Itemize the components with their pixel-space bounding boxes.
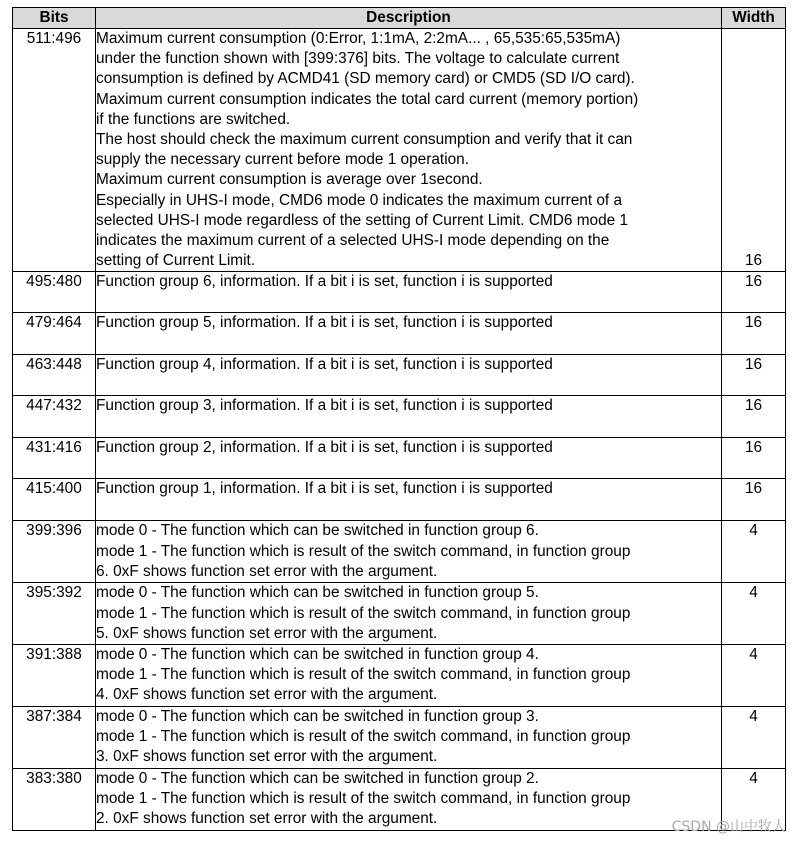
header-description: Description: [96, 8, 722, 29]
table-row: [13, 313, 786, 355]
description-line: setting of Current Limit.: [96, 252, 256, 270]
bits-cell: 511:496: [13, 29, 96, 272]
description-line: 2. 0xF shows function set error with the argument.: [96, 810, 438, 828]
table-row: [13, 645, 786, 707]
description-line: Maximum current consumption is average over 1second.: [96, 171, 483, 189]
description-cell: [96, 272, 722, 313]
description-cell: [96, 707, 722, 769]
width-cell: 16: [722, 313, 786, 355]
width-cell: 4: [722, 583, 786, 645]
description-cell: [96, 396, 722, 438]
bits-cell: 415:400: [13, 479, 96, 521]
width-cell: 16: [722, 272, 786, 313]
description-line: if the functions are switched.: [96, 110, 291, 128]
description-line: 5. 0xF shows function set error with the argument.: [96, 624, 438, 642]
description-line: mode 1 - The function which is result of the switch command, in function group: [96, 728, 631, 746]
description-line: mode 1 - The function which is result of the switch command, in function group: [96, 604, 631, 622]
header-row: [13, 8, 786, 29]
description-line: mode 0 - The function which can be switched in function group 3.: [96, 708, 539, 726]
table-row: [13, 272, 786, 313]
description-cell: [96, 355, 722, 396]
description-line: indicates the maximum current of a selected UHS-I mode depending on the: [96, 232, 610, 250]
width-cell: 4: [722, 521, 786, 583]
table-row: [13, 479, 786, 521]
table-row: [13, 521, 786, 583]
header-bits: Bits: [13, 8, 96, 29]
bits-cell: 391:388: [13, 645, 96, 707]
width-cell: 16: [722, 29, 786, 272]
description-line: mode 0 - The function which can be switched in function group 2.: [96, 770, 539, 788]
bits-cell: 395:392: [13, 583, 96, 645]
bits-cell: 387:384: [13, 707, 96, 769]
bits-cell: 399:396: [13, 521, 96, 583]
description-line: selected UHS-I mode regardless of the setting of Current Limit. CMD6 mode 1: [96, 211, 629, 229]
description-cell: [96, 29, 722, 272]
description-line: Especially in UHS-I mode, CMD6 mode 0 indicates the maximum current of a: [96, 191, 623, 209]
table-row: [13, 396, 786, 438]
description-cell: [96, 479, 722, 521]
description-line: Function group 1, information. If a bit i is set, function i is supported: [96, 480, 553, 498]
header-width: Width: [722, 8, 786, 29]
bits-cell: 479:464: [13, 313, 96, 355]
description-line: Function group 6, information. If a bit i is set, function i is supported: [96, 273, 553, 291]
table-row: [13, 355, 786, 396]
table-row: [13, 29, 786, 272]
description-line: mode 0 - The function which can be switched in function group 4.: [96, 646, 539, 664]
spec-table: [12, 7, 786, 831]
width-cell: 4: [722, 769, 786, 831]
width-cell: 4: [722, 707, 786, 769]
description-line: 6. 0xF shows function set error with the argument.: [96, 562, 438, 580]
description-cell: [96, 769, 722, 831]
description-line: mode 0 - The function which can be switched in function group 5.: [96, 584, 539, 602]
description-line: mode 1 - The function which is result of the switch command, in function group: [96, 790, 631, 808]
description-cell: [96, 521, 722, 583]
bits-cell: 383:380: [13, 769, 96, 831]
width-cell: 16: [722, 396, 786, 438]
description-line: Function group 2, information. If a bit i is set, function i is supported: [96, 439, 553, 457]
bits-cell: 495:480: [13, 272, 96, 313]
description-line: mode 0 - The function which can be switched in function group 6.: [96, 522, 539, 540]
description-line: The host should check the maximum current consumption and verify that it can: [96, 131, 633, 149]
width-cell: 4: [722, 645, 786, 707]
description-line: Function group 4, information. If a bit i is set, function i is supported: [96, 356, 553, 374]
table-row: [13, 769, 786, 831]
description-cell: [96, 313, 722, 355]
width-cell: 16: [722, 355, 786, 396]
description-line: mode 1 - The function which is result of the switch command, in function group: [96, 666, 631, 684]
description-cell: [96, 583, 722, 645]
description-line: mode 1 - The function which is result of the switch command, in function group: [96, 542, 631, 560]
description-line: under the function shown with [399:376] bits. The voltage to calculate current: [96, 50, 620, 68]
description-line: 3. 0xF shows function set error with the argument.: [96, 748, 438, 766]
description-line: Function group 5, information. If a bit i is set, function i is supported: [96, 314, 553, 332]
bits-cell: 463:448: [13, 355, 96, 396]
table-row: [13, 583, 786, 645]
description-cell: [96, 438, 722, 479]
description-line: Maximum current consumption indicates the total card current (memory portion): [96, 90, 639, 108]
table-row: [13, 707, 786, 769]
description-line: supply the necessary current before mode 1 operation.: [96, 151, 470, 169]
description-cell: [96, 645, 722, 707]
description-line: Maximum current consumption (0:Error, 1:1mA, 2:2mA... , 65,535:65,535mA): [96, 30, 621, 47]
description-line: consumption is defined by ACMD41 (SD memory card) or CMD5 (SD I/O card).: [96, 70, 635, 88]
watermark: CSDN @山中牧人: [671, 819, 786, 835]
table-row: [13, 438, 786, 479]
bits-cell: 447:432: [13, 396, 96, 438]
description-line: 4. 0xF shows function set error with the argument.: [96, 686, 438, 704]
width-cell: 16: [722, 438, 786, 479]
description-line: Function group 3, information. If a bit i is set, function i is supported: [96, 397, 553, 415]
bits-cell: 431:416: [13, 438, 96, 479]
width-cell: 16: [722, 479, 786, 521]
